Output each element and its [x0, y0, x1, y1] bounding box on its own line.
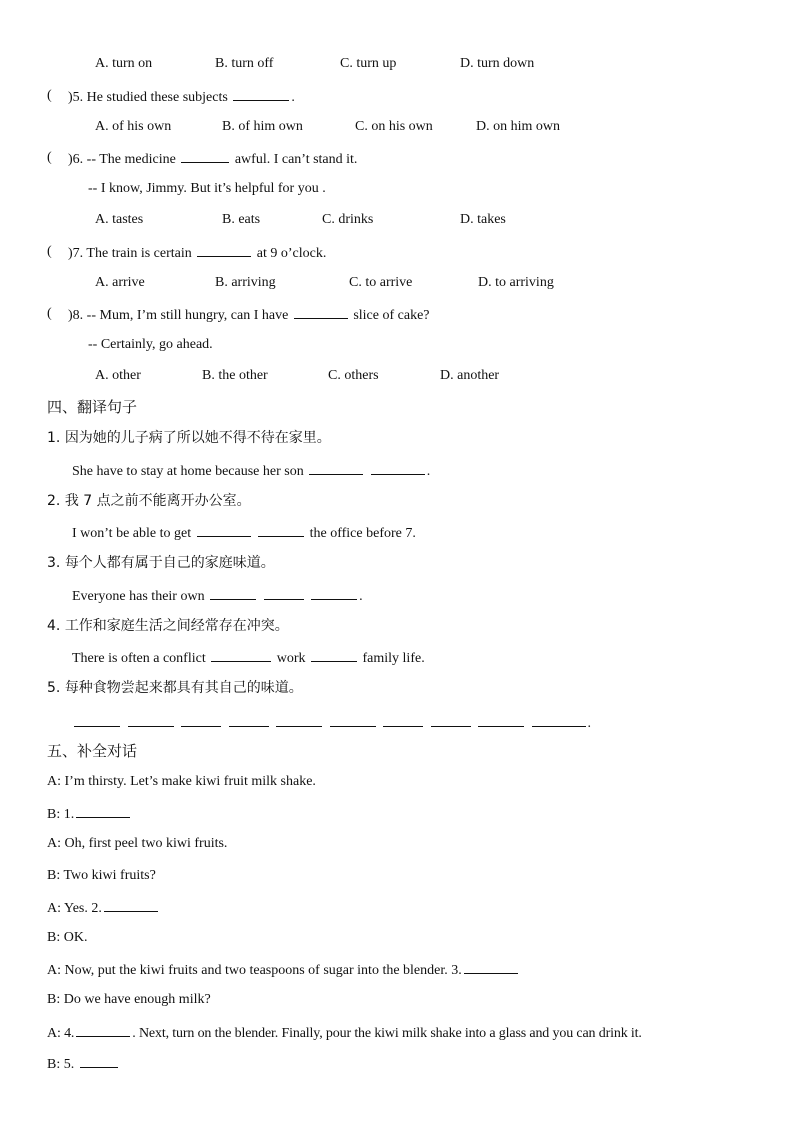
- s4-item2-blank1[interactable]: [197, 522, 251, 537]
- s4-item5-blank1[interactable]: [74, 712, 120, 727]
- q7-option-a: A. arrive: [95, 275, 145, 290]
- s4-item3-blank3[interactable]: [311, 585, 357, 600]
- q8-option-c: C. others: [328, 368, 379, 383]
- dialogue-blank-1[interactable]: [76, 803, 130, 818]
- q6-paren: (: [47, 150, 52, 165]
- s4-item5-blank7[interactable]: [383, 712, 423, 727]
- q7-paren: (: [47, 244, 52, 259]
- q4-option-b: B. turn off: [215, 56, 274, 71]
- q6-option-c: C. drinks: [322, 212, 374, 227]
- q5-option-b: B. of him own: [222, 119, 303, 134]
- q6-option-d: D. takes: [460, 212, 506, 227]
- s4-item4-blank2[interactable]: [311, 647, 357, 662]
- q5-option-c: C. on his own: [355, 119, 433, 134]
- q5-option-d: D. on him own: [476, 119, 560, 134]
- dialogue-blank-3[interactable]: [464, 959, 518, 974]
- s4-item3-blank1[interactable]: [210, 585, 256, 600]
- s4-item4-blank1[interactable]: [211, 647, 271, 662]
- s4-item1-blank2[interactable]: [371, 460, 425, 475]
- q8-option-b: B. the other: [202, 368, 268, 383]
- q7-text: )7. The train is certain at 9 o’clock.: [68, 242, 326, 264]
- q6-reply-text: -- I know, Jimmy. But it’s helpful for you .: [88, 181, 326, 196]
- s4-item5-blank2[interactable]: [128, 712, 174, 727]
- q5-option-a: A. of his own: [95, 119, 172, 134]
- s4-item3-blank2[interactable]: [264, 585, 304, 600]
- q8-text: )8. -- Mum, I’m still hungry, can I have slice of cake?: [68, 304, 430, 326]
- q8-paren: (: [47, 306, 52, 321]
- q6-text: )6. -- The medicine awful. I can’t stand it.: [68, 148, 357, 170]
- s4-item1-blank1[interactable]: [309, 460, 363, 475]
- q8-reply-text: -- Certainly, go ahead.: [88, 337, 213, 352]
- q7-blank[interactable]: [197, 242, 251, 257]
- q4-option-d: D. turn down: [460, 56, 535, 71]
- q7-option-d: D. to arriving: [478, 275, 554, 290]
- s4-item5-blank3[interactable]: [181, 712, 221, 727]
- dialogue-blank-5[interactable]: [80, 1053, 118, 1068]
- s4-item5-blank10[interactable]: [532, 712, 586, 727]
- q7-option-c: C. to arrive: [349, 275, 413, 290]
- dialogue-blank-2[interactable]: [104, 897, 158, 912]
- s4-item2-blank2[interactable]: [258, 522, 304, 537]
- q5-text: )5. He studied these subjects .: [68, 86, 295, 108]
- q4-option-c: C. turn up: [340, 56, 397, 71]
- q4-option-a: A. turn on: [95, 56, 153, 71]
- q8-option-d: D. another: [440, 368, 500, 383]
- q7-option-b: B. arriving: [215, 275, 276, 290]
- q6-blank[interactable]: [181, 148, 229, 163]
- q8-option-a: A. other: [95, 368, 141, 383]
- s4-item5-blank6[interactable]: [330, 712, 376, 727]
- s4-item5-blank8[interactable]: [431, 712, 471, 727]
- s4-item5-blank4[interactable]: [229, 712, 269, 727]
- q8-blank[interactable]: [294, 304, 348, 319]
- q5-paren: (: [47, 88, 52, 103]
- s4-item5-blank5[interactable]: [276, 712, 322, 727]
- s4-item5-blank9[interactable]: [478, 712, 524, 727]
- dialogue-blank-4[interactable]: [76, 1022, 130, 1037]
- q6-option-a: A. tastes: [95, 212, 144, 227]
- q5-blank[interactable]: [233, 86, 289, 101]
- q6-option-b: B. eats: [222, 212, 261, 227]
